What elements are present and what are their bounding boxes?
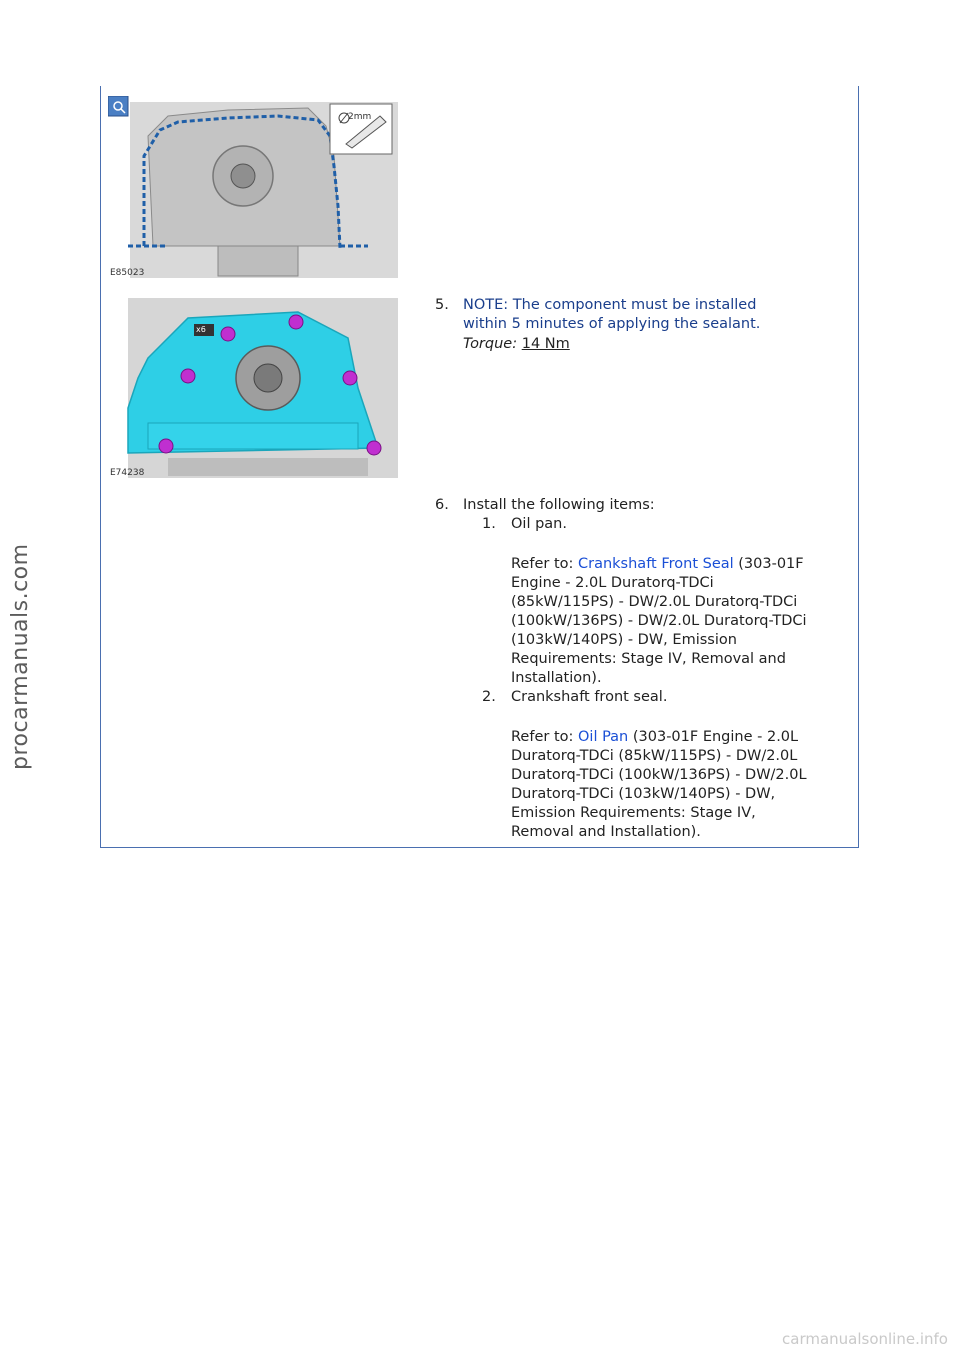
dimension-callout: 2mm [348,112,372,122]
figure-label: E85023 [110,268,145,278]
torque-value: 14 Nm [521,336,570,352]
note-line: within 5 minutes of applying the sealant. [463,316,761,332]
figure-bolt-torque [108,298,398,478]
step-number: 6. [435,497,449,513]
figure-label: E74238 [110,468,145,478]
bolt-count-callout: x6 [196,325,206,334]
reference-line: Duratorq-TDCi (100kW/136PS) - DW/2.0L [511,767,807,783]
note-line: NOTE: The component must be installed [463,297,757,313]
reference-line: (85kW/115PS) - DW/2.0L Duratorq-TDCi [511,594,798,610]
reference-text: (303-01F [733,556,804,572]
reference-line: Requirements: Stage IV, Removal and [511,651,786,667]
footer-watermark: carmanualsonline.info [782,1330,948,1348]
step-intro: Install the following items: [463,497,655,513]
reference-line: Installation). [511,670,602,686]
reference-line [511,555,851,574]
side-watermark: procarmanuals.com [8,543,33,770]
torque-label: Torque: [463,336,518,352]
reference-line: Emission Requirements: Stage IV, [511,805,756,821]
oil-pan-link[interactable]: Oil Pan [578,729,629,745]
figure-sealant-application [108,96,398,280]
reference-line: Removal and Installation). [511,824,701,840]
reference-text: (303-01F Engine - 2.0L [628,729,799,745]
reference-block [511,728,851,842]
substep-number: 1. [482,516,496,532]
step-number: 5. [435,297,449,313]
engine-cover-illustration [108,298,398,478]
reference-line [511,728,851,747]
reference-line: Engine - 2.0L Duratorq-TDCi [511,575,714,591]
refer-prefix: Refer to: [511,729,574,745]
reference-block [511,555,851,688]
reference-line: (100kW/136PS) - DW/2.0L Duratorq-TDCi [511,613,807,629]
reference-line: Duratorq-TDCi (103kW/140PS) - DW, [511,786,776,802]
step-note [463,296,760,334]
substep-label: Oil pan. [511,516,567,532]
substep-number: 2. [482,689,496,705]
torque-spec [463,335,570,354]
reference-line: Duratorq-TDCi (85kW/115PS) - DW/2.0L [511,748,798,764]
reference-line: (103kW/140PS) - DW, Emission [511,632,737,648]
substep-label: Crankshaft front seal. [511,689,668,705]
refer-prefix: Refer to: [511,556,574,572]
crankshaft-front-seal-link[interactable]: Crankshaft Front Seal [578,556,734,572]
engine-sealant-illustration [108,96,398,280]
